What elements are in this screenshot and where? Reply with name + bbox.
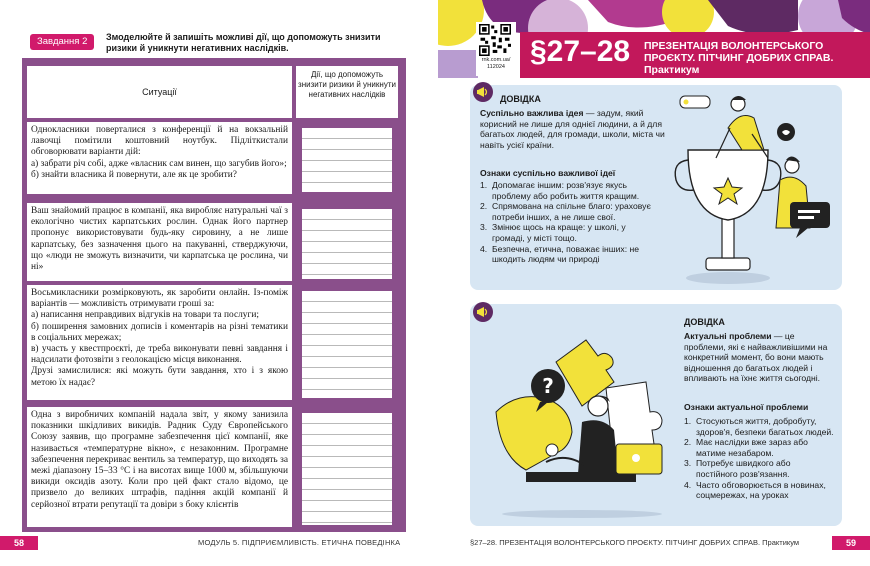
situation-text: Ваш знайомий працює в компанії, яка виробляє натуральні чаї з екологічно чистих карпатських рослин. Однак його партнер пропонує використовувати будь-яку сировину, а не лише карпатську, без зазначення цього на пакуванні, стверджуючи, що «люди не зможуть визначити, чи карпатська це рослина, чи ні» [31, 206, 288, 273]
page-number-left: 58 [0, 536, 38, 550]
reference-definition-1 [480, 108, 665, 150]
reference-heading-1: ДОВІДКА [500, 94, 541, 104]
reference-heading-2: ДОВІДКА [684, 317, 725, 327]
situation-cell-1 [27, 122, 292, 194]
signs-list-2 [684, 416, 834, 501]
term: Актуальні проблеми [684, 331, 772, 341]
trophy-illustration [668, 88, 838, 286]
answer-cell-3[interactable] [296, 285, 398, 400]
footer-right: §27–28. ПРЕЗЕНТАЦІЯ ВОЛОНТЕРСЬКОГО ПРОЄКТУ. ПІТЧИНГ ДОБРИХ СПРАВ. Практикум [470, 538, 800, 547]
situation-text: Восьмикласники розмірковують, як заробити онлайн. Із-поміж варіантів — можливість отримувати гроші за: а) написання неправдивих відгуків на товари та послуги; б) поширення замовних дописів і коментарів на різні тематики в соціальних мережах; в) участь у квестпроєкті, де треба виконувати певні завдання і надсилати фотозвіти з геолокацією місця виконання. Друзі замислилися: які можуть бути завдання, хто і з якою метою їх надає? [31, 288, 288, 388]
situation-text: Однокласники поверталися з конференції й на вокзальній лавочці помітили коштовний ноутбук. Підліткистали обговорювати варіанти дій: а) забрати річ собі, адже «власник сам винен, що загубив його»; б) знайти власника й повернути, але як це зробити? [31, 125, 288, 180]
list-item: 2. Спрямована на спільне благо: ураховує потреби інших, а не лише свої. [480, 201, 651, 222]
list-item: 1. Допомагає іншим: розв'язує якусь проблему або робить життя кращим. [480, 180, 640, 201]
definition: — задум, який корисний не лише для однієї людини, а й для багатьох людей, для громади, школи, міста чи навіть усієї країни. [480, 108, 665, 150]
task-label: Завдання 2 [30, 34, 94, 50]
task-instructions: Змоделюйте й запишіть можливі дії, що допоможуть знизити ризики й уникнути негативних наслідків. [106, 32, 381, 53]
table-header-actions: Дії, що допоможуть знизити ризики й уникнути негативних наслідків [296, 66, 398, 118]
answer-cell-1[interactable] [296, 122, 398, 194]
signs-title-1: Ознаки суспільно важливої ідеї [480, 168, 616, 178]
signs-list-1 [480, 180, 658, 265]
section-title: ПРЕЗЕНТАЦІЯ ВОЛОНТЕРСЬКОГО ПРОЄКТУ. ПІТЧИНГ ДОБРИХ СПРАВ. Практикум [644, 40, 834, 76]
list-item: 1. Стосуються життя, добробуту, здоров'я, безпеки багатьох людей. [684, 416, 834, 437]
qr-url[interactable]: rnk.com.ua/ 112024 [481, 57, 511, 70]
list-item: 4. Безпечна, етична, поважає інших: не шкодить людям чи природі [480, 243, 640, 265]
list-item: 2. Має наслідки вже зараз або матиме незабаром. [684, 437, 808, 458]
megaphone-icon [473, 302, 493, 322]
situation-text: Одна з виробничих компаній надала звіт, у якому занизила показники шкідливих викидів. Радник Суду Європейського Союзу заявив, що програмне забезпечення цієї компанії, яке називається «температурне вікно», є незаконним. Програмне забезпечення перекриває вентиль за температур, що виходять за межі діапазону 15–33 °С і на висотах вище 1000 м, збільшуючи викиди оксидів азоту. Коли про цей факт стало відомо, це призвело до великих штрафів, падіння акцій компанії й серйозної втрати репутації та довіри з боку клієнтів [31, 410, 288, 510]
situation-cell-2 [27, 203, 292, 281]
svg-text:?: ? [542, 374, 554, 398]
signs-title-2: Ознаки актуальної проблеми [684, 402, 809, 412]
list-item: 3. Змінює щось на краще: у школі, у громаді, у місті тощо. [480, 222, 626, 243]
list-item: 4. Часто обговорюється в новинах, соцмережах, на уроках [684, 479, 826, 501]
puzzle-illustration [486, 332, 676, 518]
footer-left: МОДУЛЬ 5. ПІДПРИЄМЛИВІСТЬ. ЕТИЧНА ПОВЕДІНКА [198, 538, 401, 547]
megaphone-icon [473, 82, 493, 102]
situation-cell-4 [27, 407, 292, 527]
section-number: §27–28 [530, 35, 631, 68]
situation-cell-3 [27, 285, 292, 400]
table-header-situations: Ситуації [27, 66, 292, 118]
qr-code-icon[interactable] [479, 24, 511, 56]
list-item: 3. Потребує швидкого або постійного розв'язання. [684, 458, 791, 479]
answer-cell-2[interactable] [296, 203, 398, 281]
definition: — це проблеми, які є найважливішими на конкретний момент, бо вони мають відношення до багатьох людей і впливають на їхнє життя сьогодні. [684, 331, 828, 384]
term: Суспільно важлива ідея [480, 108, 584, 118]
page-number-right: 59 [832, 536, 870, 550]
reference-definition-2 [684, 331, 834, 384]
answer-cell-4[interactable] [296, 407, 398, 527]
